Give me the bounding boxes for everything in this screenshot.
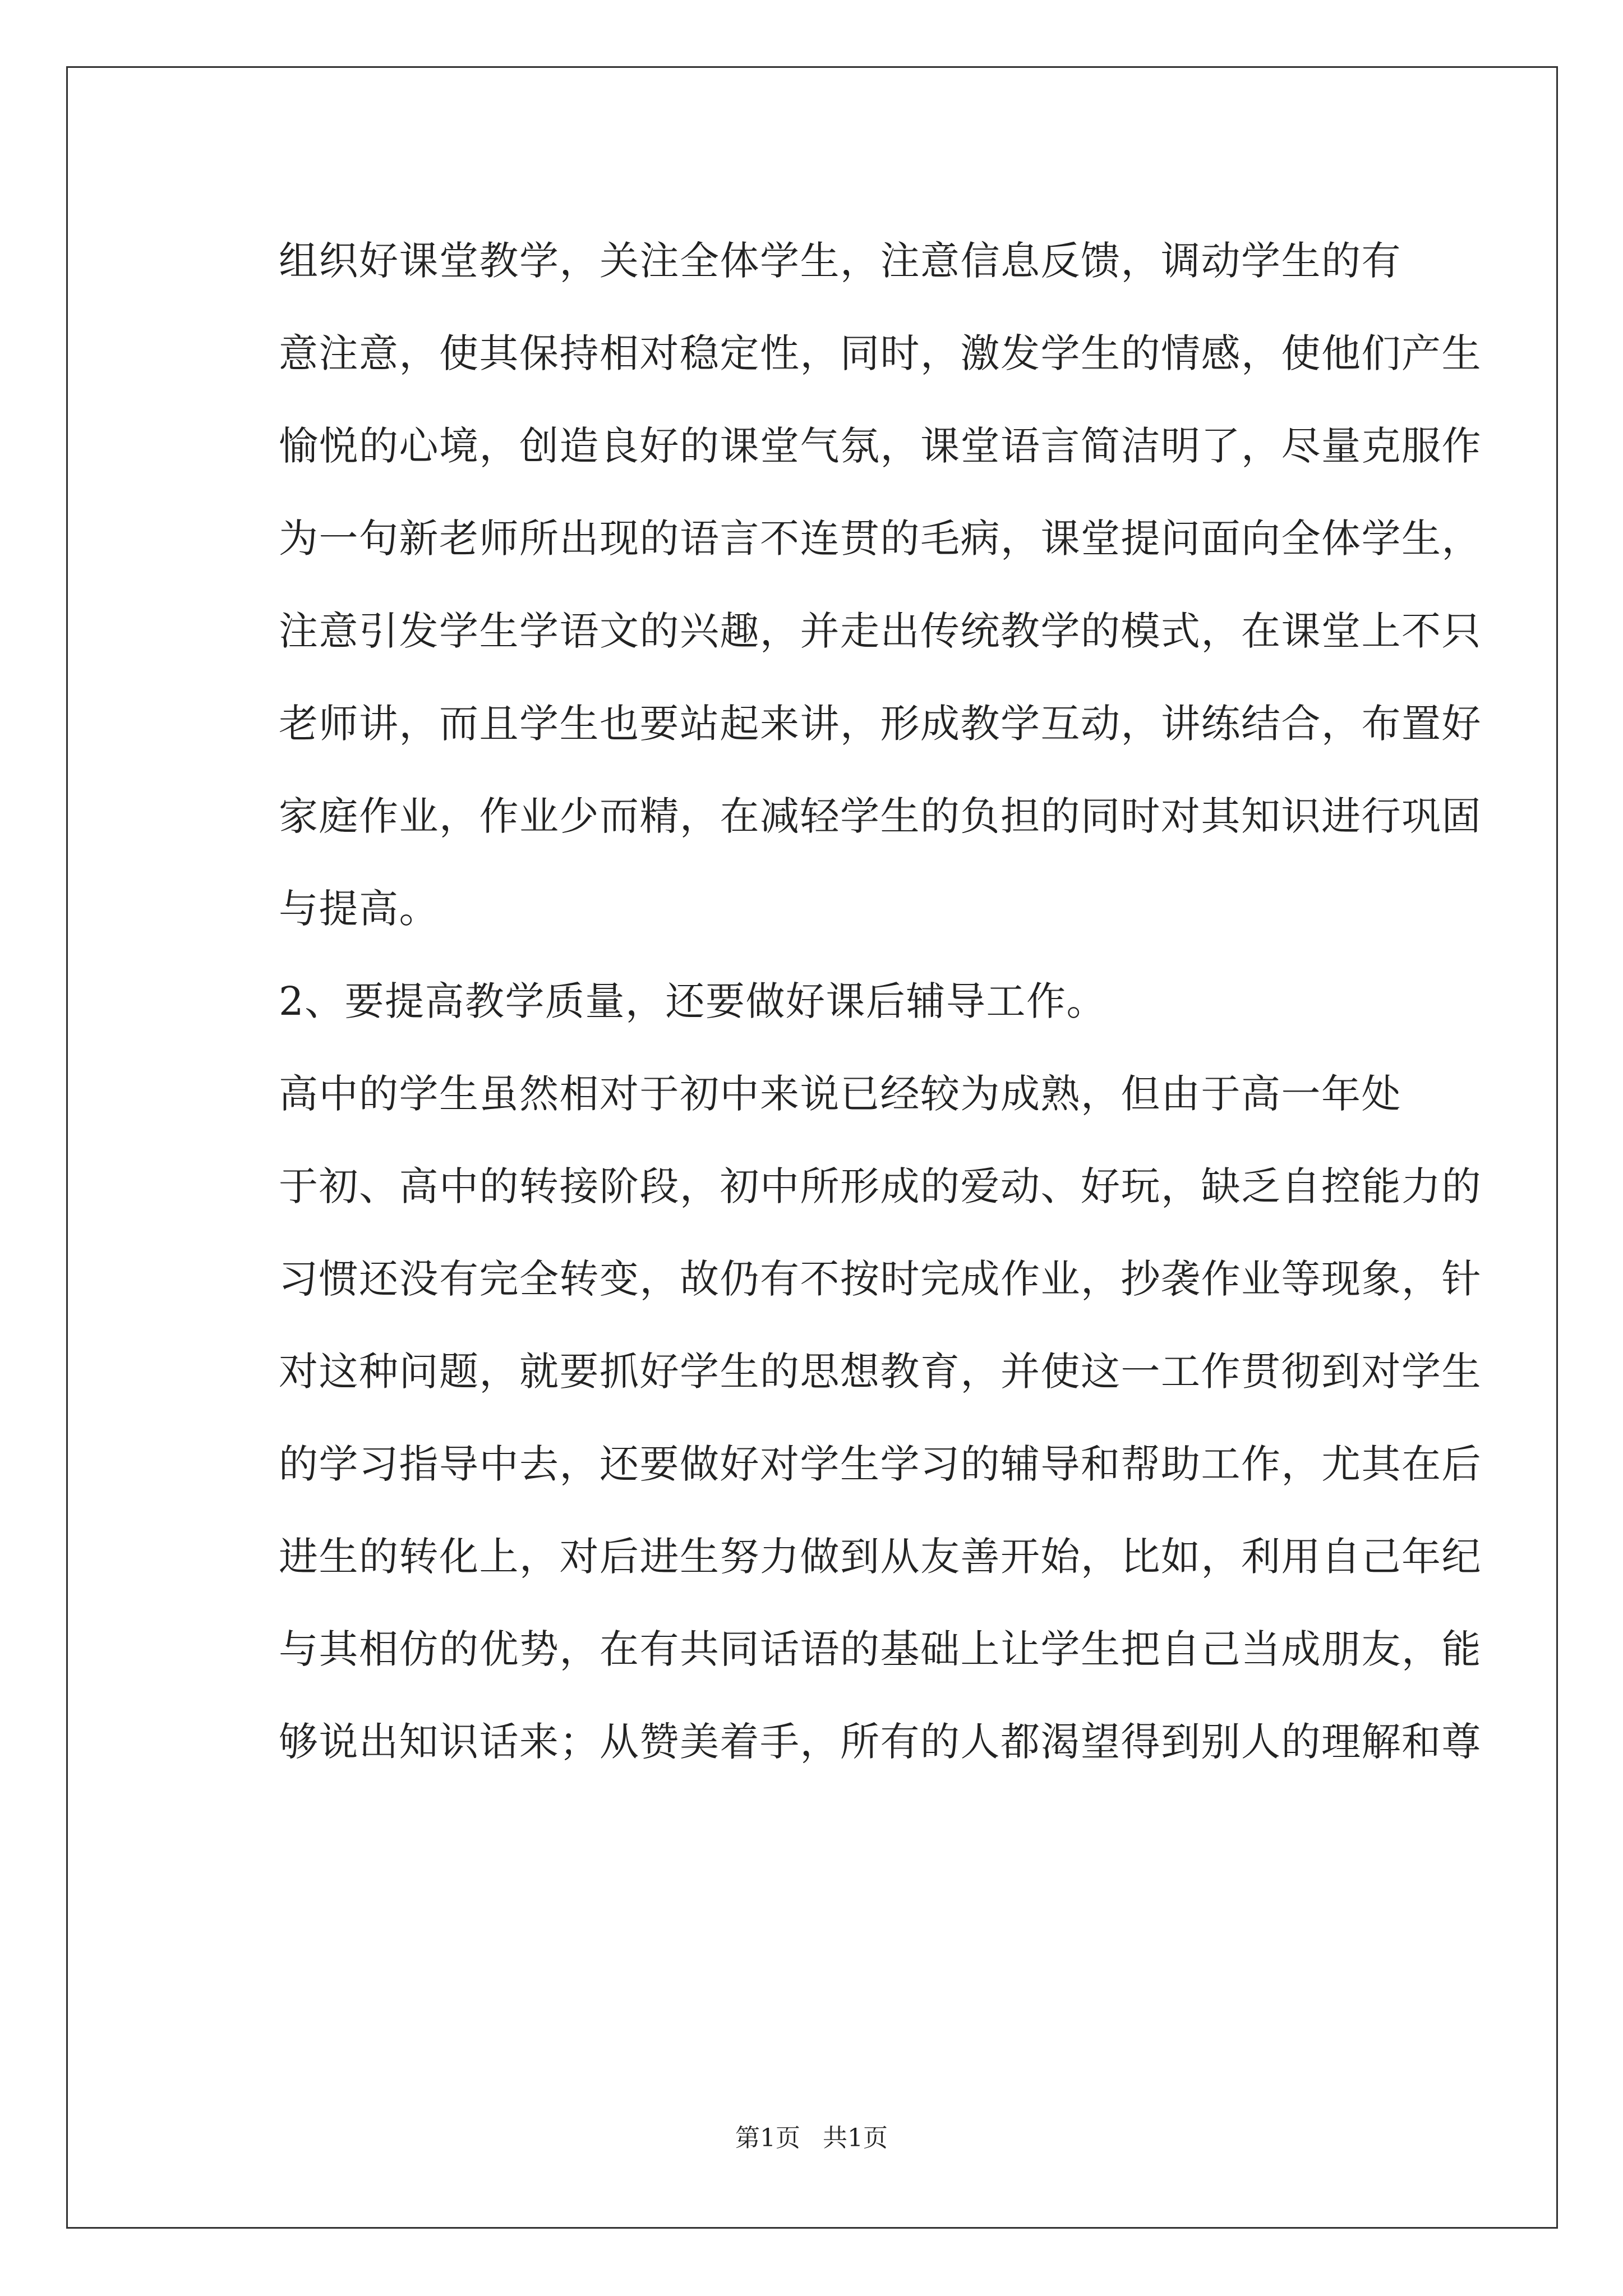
paragraph-line: 与其相仿的优势，在有共同话语的基础上让学生把自己当成朋友，能 <box>279 1626 1482 1672</box>
paragraph-line: 进生的转化上，对后进生努力做到从友善开始，比如，利用自己年纪 <box>279 1534 1482 1580</box>
page-footer <box>0 2122 1623 2155</box>
paragraph-line: 的学习指导中去，还要做好对学生学习的辅导和帮助工作，尤其在后 <box>279 1441 1482 1487</box>
paragraph-line: 于初、高中的转接阶段，初中所形成的爱动、好玩，缺乏自控能力的 <box>279 1163 1482 1209</box>
paragraph-line: 习惯还没有完全转变，故仍有不按时完成作业，抄袭作业等现象，针 <box>279 1256 1482 1302</box>
paragraph-line: 对这种问题，就要抓好学生的思想教育，并使这一工作贯彻到对学生 <box>279 1349 1482 1395</box>
paragraph-line: 老师讲，而且学生也要站起来讲，形成教学互动，讲练结合，布置好 <box>279 701 1482 747</box>
page-number: 第1页 <box>735 2124 800 2152</box>
paragraph-line: 2、要提高教学质量，还要做好课后辅导工作。 <box>279 978 1107 1024</box>
paragraph-line: 与提高。 <box>279 886 439 932</box>
paragraph-line: 为一句新老师所出现的语言不连贯的毛病，课堂提问面向全体学生， <box>279 516 1482 562</box>
paragraph-line: 愉悦的心境，创造良好的课堂气氛，课堂语言简洁明了，尽量克服作 <box>279 423 1482 469</box>
paragraph-1 <box>200 215 1482 955</box>
paragraph-line: 家庭作业，作业少而精，在减轻学生的负担的同时对其知识进行巩固 <box>279 793 1482 839</box>
paragraph-line: 够说出知识话来；从赞美着手，所有的人都渴望得到别人的理解和尊 <box>279 1719 1482 1765</box>
paragraph-2-heading <box>200 955 1426 1048</box>
paragraph-line: 意注意，使其保持相对稳定性，同时，激发学生的情感，使他们产生 <box>279 330 1482 376</box>
paragraph-3 <box>200 1048 1482 1788</box>
paragraph-line: 注意引发学生学语文的兴趣，并走出传统教学的模式，在课堂上不只 <box>279 608 1482 654</box>
document-body <box>200 215 1482 1788</box>
total-pages: 共1页 <box>823 2124 888 2152</box>
paragraph-line: 高中的学生虽然相对于初中来说已经较为成熟，但由于高一年处 <box>279 1071 1401 1117</box>
paragraph-line: 组织好课堂教学，关注全体学生，注意信息反馈，调动学生的有 <box>279 238 1401 284</box>
